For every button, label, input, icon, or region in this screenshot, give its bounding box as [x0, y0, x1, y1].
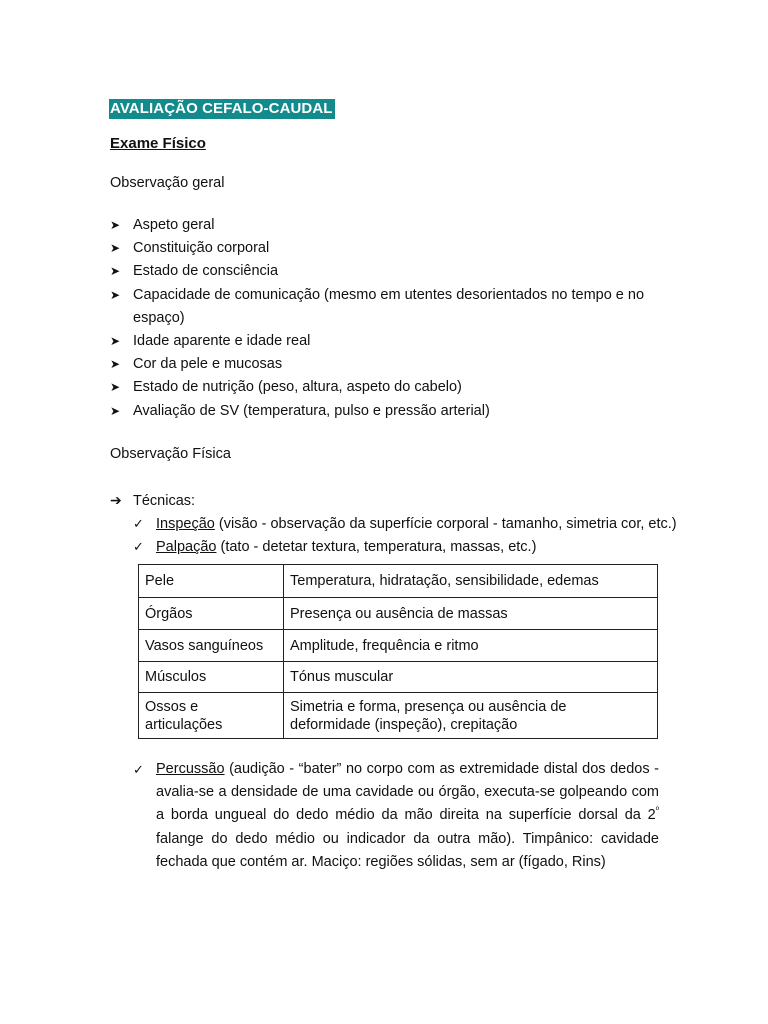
arrowhead-bullet-icon: ➤ — [110, 380, 121, 395]
technique-inspecao — [133, 516, 677, 532]
arrowhead-bullet-icon: ➤ — [110, 334, 121, 349]
table-cell: Presença ou ausência de massas — [284, 598, 658, 630]
arrowhead-bullet-icon: ➤ — [110, 218, 121, 232]
table-row — [139, 565, 658, 598]
observation-list — [110, 214, 670, 423]
technique-palpacao — [133, 539, 536, 555]
table-cell: Tónus muscular — [284, 662, 658, 693]
section-heading: Exame Físico — [110, 135, 206, 152]
list-item: ➤ Aspeto geral — [110, 214, 670, 237]
table-row — [139, 598, 658, 630]
subsection-observacao-geral: Observação geral — [110, 175, 225, 191]
arrowhead-bullet-icon: ➤ — [110, 403, 121, 418]
arrowhead-bullet-icon: ➤ — [110, 264, 121, 279]
percussao-paragraph: Percussão (audição - “bater” no corpo com as extremidade distal dos dedos - avalia-se a densidade de uma cavidade ou órgão, executa-se golpeando com a borda ungueal do dedo médio da mão direita na superfície dorsal da $2^º$ falange do dedo médio ou indicador da outra mão). Timpânico: cavidade fechada que contém ar. Maciço: regiões sólidas, sem ar (fígado, Rins) — [156, 761, 659, 870]
right-arrow-icon: ➔ — [110, 492, 122, 508]
table-cell: Temperatura, hidratação, sensibilidade, edemas — [284, 565, 658, 598]
list-item: ➤ Constituição corporal — [110, 237, 670, 260]
table-cell: Amplitude, frequência e ritmo — [284, 630, 658, 662]
arrowhead-bullet-icon: ➤ — [110, 357, 121, 372]
checkmark-icon: ✓ — [133, 539, 144, 554]
table-cell: Vasos sanguíneos — [139, 630, 284, 662]
checkmark-icon: ✓ — [133, 516, 144, 531]
technique-description: (visão - observação da superfície corporal - tamanho, simetria cor, etc.) — [214, 516, 677, 532]
document-title: AVALIAÇÃO CEFALO-CAUDAL — [110, 100, 333, 117]
technique-term: Percussão — [156, 761, 225, 777]
table-cell: Simetria e forma, presença ou ausência de deformidade (inspeção), crepitação — [284, 693, 658, 739]
list-item: ➤ Capacidade de comunicação (mesmo em utentes desorientados no tempo e no espaço) — [110, 284, 670, 330]
subsection-observacao-fisica: Observação Física — [110, 446, 231, 462]
palpacao-table — [138, 564, 658, 739]
list-item: ➤ Idade aparente e idade real — [110, 330, 670, 353]
list-item: ➤ Avaliação de SV (temperatura, pulso e pressão arterial) — [110, 400, 670, 423]
table-cell: Músculos — [139, 662, 284, 693]
tecnicas-heading: ➔ Técnicas: — [110, 492, 196, 509]
table-cell: Órgãos — [139, 598, 284, 630]
technique-term: Palpação — [156, 539, 217, 555]
arrowhead-bullet-icon: ➤ — [110, 241, 121, 256]
table-row — [139, 662, 658, 693]
arrowhead-bullet-icon: ➤ — [110, 287, 121, 302]
technique-term: Inspeção — [156, 516, 215, 532]
list-item: ➤ Cor da pele e mucosas — [110, 353, 670, 376]
technique-description: (tato - detetar textura, temperatura, massas, etc.) — [216, 539, 537, 555]
table-row — [139, 693, 658, 739]
technique-percussao — [133, 758, 659, 874]
checkmark-icon: ✓ — [133, 762, 144, 777]
list-item: ➤ Estado de consciência — [110, 260, 670, 283]
table-cell: Pele — [139, 565, 284, 598]
table-cell: Ossos e articulações — [139, 693, 284, 739]
table-row — [139, 630, 658, 662]
list-item: ➤ Estado de nutrição (peso, altura, aspeto do cabelo) — [110, 376, 670, 399]
